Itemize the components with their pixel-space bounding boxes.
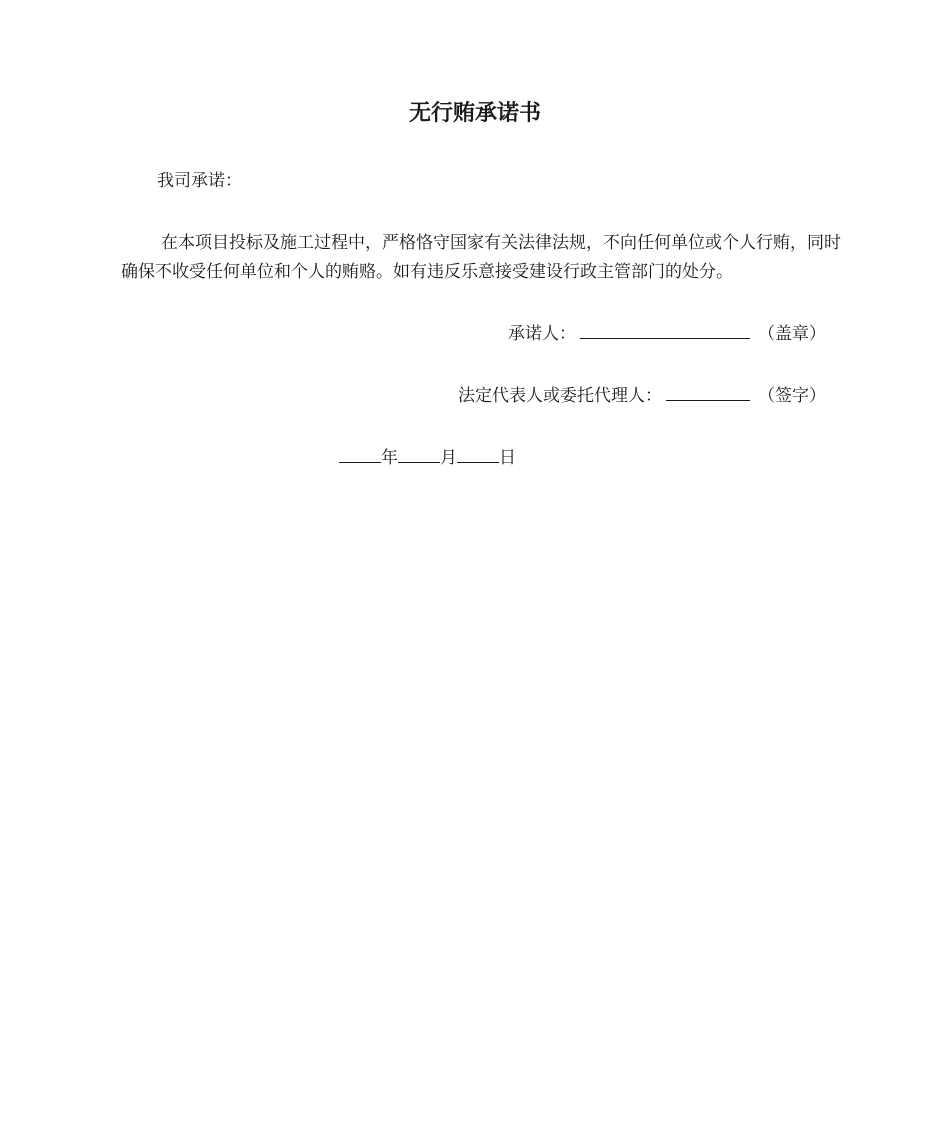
greeting-text: 我司承诺：: [157, 171, 242, 191]
day-label: 日: [499, 448, 516, 468]
legal-rep-label: 法定代表人或委托代理人：: [458, 386, 662, 406]
year-blank-line: [339, 444, 381, 463]
document-title: 无行贿承诺书: [408, 101, 541, 126]
month-label: 月: [440, 448, 457, 468]
day-blank-line: [457, 444, 499, 463]
promisor-blank-line: [580, 320, 750, 339]
promisor-signature-row: [508, 320, 826, 347]
month-blank-line: [398, 444, 440, 463]
legal-rep-suffix: （签字）: [758, 386, 826, 406]
year-label: 年: [381, 448, 398, 468]
promisor-suffix: （盖章）: [758, 324, 826, 344]
promisor-label: 承诺人：: [508, 324, 576, 344]
date-row: [339, 444, 516, 471]
legal-rep-blank-line: [666, 382, 750, 401]
commitment-body: 在本项目投标及施工过程中，严格恪守国家有关法律法规，不向任何单位或个人行贿，同时确保不收受任何单位和个人的贿赂。如有违反乐意接受建设行政主管部门的处分。: [121, 233, 841, 282]
legal-rep-signature-row: [458, 382, 826, 409]
